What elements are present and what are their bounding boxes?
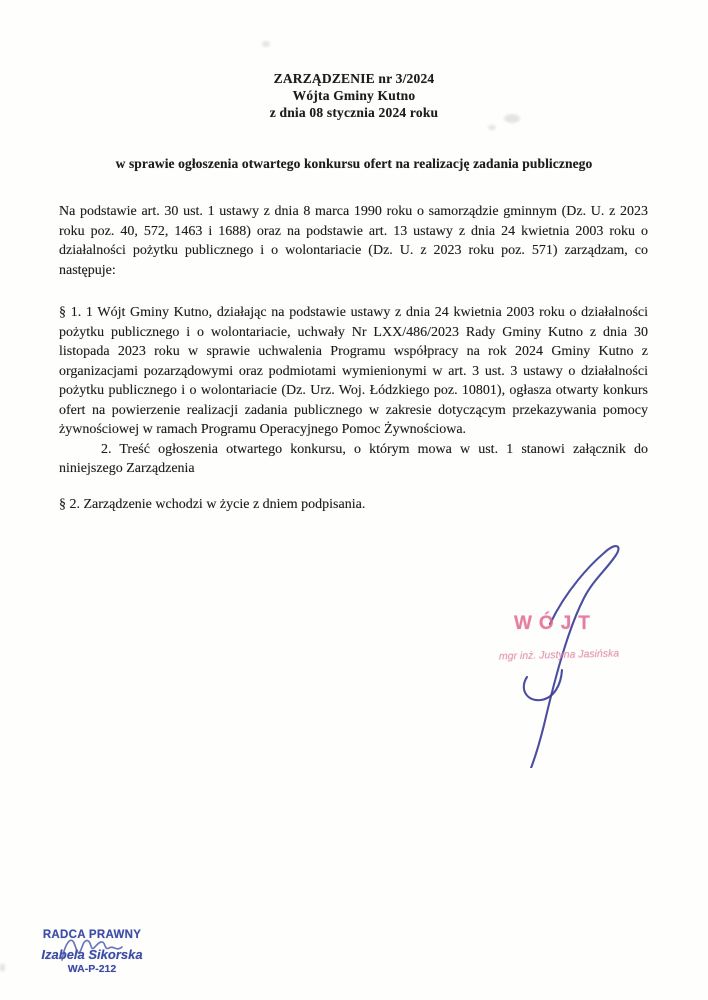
scan-smudge [262,41,270,47]
scan-smudge [488,125,496,130]
paragraph-2: § 2. Zarządzenie wchodzi w życie z dniem podpisania. [59,496,366,512]
legal-counsel-role: RADCA PRAWNY [42,929,142,941]
scan-smudge [0,964,5,971]
document-body [59,202,648,514]
paragraph-1: § 1. 1 Wójt Gminy Kutno, działając na podstawie ustawy z dnia 24 kwietnia 2003 roku o działalności pożytku publicznego i o wolontariacie, uchwały Nr LXX/486/2023 Rady Gminy Kutno z dnia 30 listopada 2023 roku w sprawie uchwalenia Programu współpracy na rok 2024 Gminy Kutno z organizacjami pozarządowymi oraz podmiotami wymienionymi w art. 3 ust. 3 ustawy o działalności pożytku publicznego i o wolontariacie (Dz. Urz. Woj. Łódzkiego poz. 10801), ogłasza otwarty konkurs ofert na powierzenie realizacji zadania publicznego w zakresie dotyczącym przekazywania pomocy żywnościowej w ramach Programu Operacyjnego Pomoc Żywnościowa. [59,305,648,437]
document-subject: w sprawie ogłoszenia otwartego konkursu ofert na realizację zadania publicznego [115,156,593,171]
legal-counsel-license-number: WA-P-212 [67,963,117,975]
legal-counsel-signature [58,933,130,963]
legal-counsel-name: Izabela Sikorska [41,947,143,962]
wojt-stamp-title: WÓJT [514,613,597,634]
paragraph-1-point-2: 2. Treść ogłoszenia otwartego konkursu, o którym mowa w ust. 1 stanowi załącznik do niniejszego Zarządzenia [59,441,648,476]
paragraph-legal-basis: Na podstawie art. 30 ust. 1 ustawy z dnia 8 marca 1990 roku o samorządzie gminnym (Dz. U. z 2023 roku poz. 40, 572, 1463 i 1688) oraz na podstawie art. 13 ustawy z dnia 24 kwietnia 2003 roku o działalności pożytku publicznego i o wolontariacie (Dz. U. z 2023 roku poz. 571) zarządzam, co następuje: [59,204,648,278]
title-line-issuer: Wójta Gminy Kutno [292,88,416,103]
title-line-ordinance-number: ZARZĄDZENIE nr 3/2024 [273,71,435,86]
scan-smudge [504,114,520,123]
title-line-date: z dnia 08 stycznia 2024 roku [269,105,439,120]
document-title [0,70,708,121]
wojt-stamp-name: mgr inż. Justyna Jasińska [498,647,620,663]
